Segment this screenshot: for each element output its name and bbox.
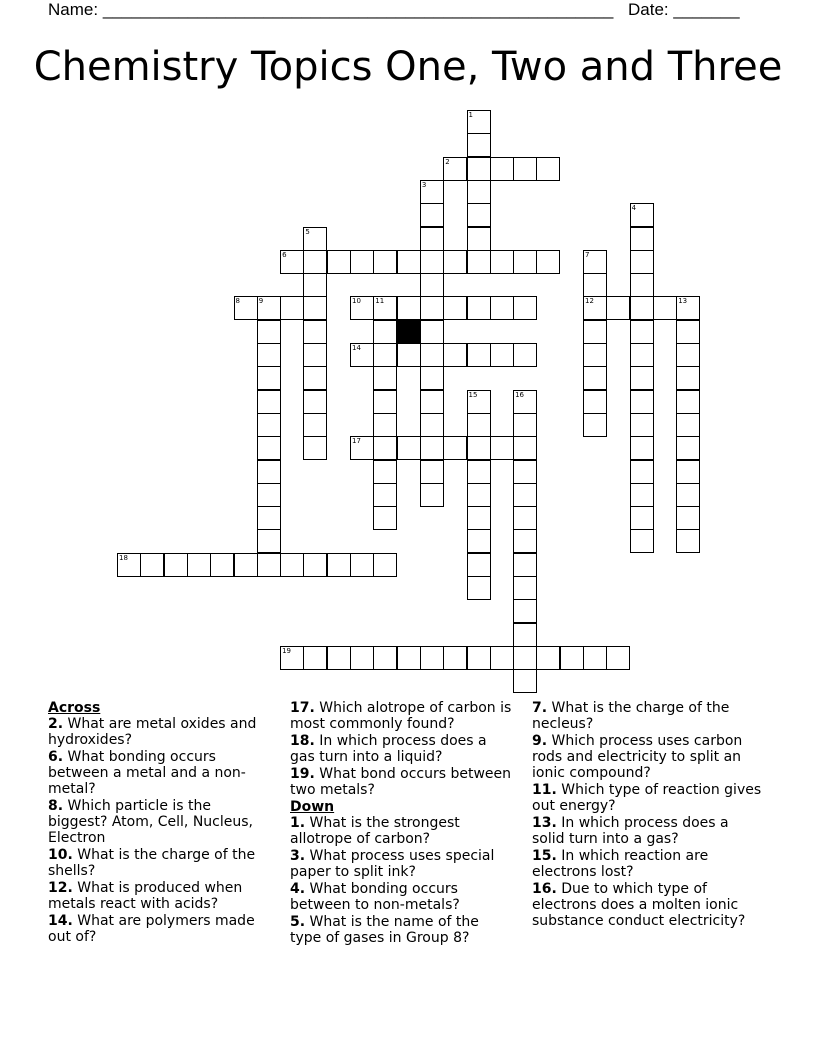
- cell-number: 17: [352, 437, 361, 446]
- crossword-cell[interactable]: [676, 366, 700, 390]
- clue-number: 2.: [48, 716, 64, 732]
- crossword-cell[interactable]: [327, 250, 351, 274]
- clue-text: What process uses special paper to split ink?: [290, 848, 495, 880]
- crossword-cell[interactable]: [257, 320, 281, 344]
- clue-item: [532, 782, 762, 814]
- crossword-cell[interactable]: [560, 646, 584, 670]
- crossword-cell[interactable]: [373, 320, 397, 344]
- crossword-cell[interactable]: [140, 553, 164, 577]
- crossword-cell[interactable]: [420, 413, 444, 437]
- clue-item: [290, 815, 512, 847]
- clue-text: What is produced when metals react with acids?: [48, 880, 243, 912]
- clue-text: Which process uses carbon rods and electricity to split an ionic compound?: [532, 733, 743, 781]
- crossword-cell[interactable]: [467, 529, 491, 553]
- crossword-cell[interactable]: [676, 296, 700, 320]
- crossword-cell[interactable]: [373, 296, 397, 320]
- crossword-cell[interactable]: [513, 506, 537, 530]
- crossword-cell[interactable]: [420, 436, 444, 460]
- crossword-cell[interactable]: [467, 343, 491, 367]
- cell-number: 2: [445, 157, 450, 166]
- crossword-cell[interactable]: [467, 227, 491, 251]
- clue-column-2: [290, 700, 512, 947]
- crossword-cell[interactable]: [164, 553, 188, 577]
- crossword-cell[interactable]: [443, 436, 467, 460]
- crossword-cell[interactable]: [653, 296, 677, 320]
- clue-item: [48, 749, 270, 797]
- crossword-cell[interactable]: [513, 413, 537, 437]
- crossword-cell[interactable]: [467, 110, 491, 134]
- crossword-cell[interactable]: [373, 250, 397, 274]
- crossword-cell[interactable]: [467, 413, 491, 437]
- crossword-cell[interactable]: [676, 320, 700, 344]
- crossword-cell[interactable]: [420, 296, 444, 320]
- crossword-cell[interactable]: [630, 296, 654, 320]
- crossword-cell[interactable]: [467, 296, 491, 320]
- crossword-cell[interactable]: [420, 203, 444, 227]
- clue-number: 10.: [48, 847, 73, 863]
- crossword-cell[interactable]: [513, 157, 537, 181]
- cell-number: 13: [678, 297, 688, 306]
- crossword-cell[interactable]: [420, 483, 444, 507]
- clue-text: What is the name of the type of gases in Group 8?: [290, 914, 479, 946]
- crossword-cell[interactable]: [676, 460, 700, 484]
- clue-number: 1.: [290, 815, 306, 831]
- crossword-cell[interactable]: [117, 553, 141, 577]
- crossword-cell[interactable]: [397, 250, 421, 274]
- crossword-cell[interactable]: [443, 343, 467, 367]
- crossword-black-cell: [397, 320, 421, 344]
- clue-text: Which particle is the biggest? Atom, Cell, Nucleus, Electron: [48, 798, 253, 846]
- crossword-cell[interactable]: [630, 320, 654, 344]
- crossword-cell[interactable]: [373, 460, 397, 484]
- clue-item: [290, 700, 512, 732]
- crossword-cell[interactable]: [257, 506, 281, 530]
- crossword-cell[interactable]: [513, 576, 537, 600]
- crossword-cell[interactable]: [490, 436, 514, 460]
- crossword-cell[interactable]: [630, 483, 654, 507]
- cell-number: 3: [421, 180, 427, 189]
- crossword-cell[interactable]: [536, 646, 560, 670]
- crossword-cell[interactable]: [373, 506, 397, 530]
- clue-number: 14.: [48, 913, 73, 929]
- crossword-cell[interactable]: [443, 296, 467, 320]
- crossword-cell[interactable]: [397, 296, 421, 320]
- crossword-cell[interactable]: [490, 646, 514, 670]
- crossword-cell[interactable]: [420, 320, 444, 344]
- crossword-cell[interactable]: [257, 390, 281, 414]
- clue-text: In which reaction are electrons lost?: [532, 848, 709, 880]
- crossword-cell[interactable]: [257, 483, 281, 507]
- crossword-cell[interactable]: [373, 390, 397, 414]
- crossword-cell[interactable]: [187, 553, 211, 577]
- crossword-cell[interactable]: [467, 133, 491, 157]
- clue-number: 11.: [532, 782, 557, 798]
- name-line: ______________________________________________________: [102, 0, 614, 19]
- crossword-cell[interactable]: [420, 343, 444, 367]
- crossword-cell[interactable]: [490, 157, 514, 181]
- crossword-cell[interactable]: [303, 320, 327, 344]
- crossword-cell[interactable]: [280, 553, 304, 577]
- clue-column-1: [48, 700, 270, 946]
- cell-number: 18: [119, 553, 128, 562]
- crossword-cell[interactable]: [583, 296, 607, 320]
- crossword-cell[interactable]: [583, 273, 607, 297]
- cell-number: 19: [282, 646, 292, 655]
- crossword-cell[interactable]: [373, 366, 397, 390]
- crossword-cell[interactable]: [467, 180, 491, 204]
- crossword-cell[interactable]: [630, 506, 654, 530]
- crossword-cell[interactable]: [257, 296, 281, 320]
- page-title: Chemistry Topics One, Two and Three: [33, 44, 783, 90]
- crossword-cell[interactable]: [350, 553, 374, 577]
- crossword-cell[interactable]: [397, 436, 421, 460]
- crossword-cell[interactable]: [490, 343, 514, 367]
- clue-text: What are polymers made out of?: [48, 913, 255, 945]
- crossword-cell[interactable]: [513, 529, 537, 553]
- crossword-cell[interactable]: [373, 646, 397, 670]
- crossword-cell[interactable]: [467, 553, 491, 577]
- cell-number: 12: [585, 297, 594, 306]
- cell-number: 7: [585, 250, 590, 259]
- crossword-cell[interactable]: [303, 436, 327, 460]
- crossword-cell[interactable]: [443, 250, 467, 274]
- crossword-cell[interactable]: [373, 343, 397, 367]
- crossword-cell[interactable]: [583, 343, 607, 367]
- clue-item: [532, 881, 762, 929]
- crossword-cell[interactable]: [303, 227, 327, 251]
- crossword-cell[interactable]: [257, 436, 281, 460]
- crossword-cell[interactable]: [583, 366, 607, 390]
- crossword-cell[interactable]: [373, 413, 397, 437]
- cell-number: 10: [352, 297, 361, 306]
- crossword-cell[interactable]: [467, 460, 491, 484]
- clue-text: What is the charge of the shells?: [48, 847, 256, 879]
- crossword-cell[interactable]: [513, 623, 537, 647]
- crossword-cell[interactable]: [676, 390, 700, 414]
- crossword-cell[interactable]: [280, 250, 304, 274]
- clue-item: [48, 880, 270, 912]
- crossword-cell[interactable]: [350, 646, 374, 670]
- crossword-cell[interactable]: [420, 180, 444, 204]
- crossword-cell[interactable]: [303, 390, 327, 414]
- crossword-cell[interactable]: [420, 273, 444, 297]
- crossword-cell[interactable]: [513, 460, 537, 484]
- clue-item: [290, 766, 512, 798]
- clue-item: [290, 881, 512, 913]
- crossword-cell[interactable]: [303, 250, 327, 274]
- crossword-cell[interactable]: [467, 157, 491, 181]
- crossword-cell[interactable]: [397, 343, 421, 367]
- crossword-cell[interactable]: [467, 436, 491, 460]
- crossword-cell[interactable]: [606, 646, 630, 670]
- crossword-cell[interactable]: [303, 296, 327, 320]
- clue-item: [532, 733, 762, 781]
- crossword-cell[interactable]: [257, 529, 281, 553]
- clue-text: What is the charge of the necleus?: [532, 700, 730, 732]
- crossword-cell[interactable]: [513, 599, 537, 623]
- clue-item: [48, 913, 270, 945]
- clue-item: [290, 733, 512, 765]
- crossword-cell[interactable]: [467, 203, 491, 227]
- crossword-cell[interactable]: [467, 250, 491, 274]
- crossword-cell[interactable]: [257, 343, 281, 367]
- clue-item: [48, 798, 270, 846]
- clue-column-3: [532, 700, 762, 930]
- crossword-cell[interactable]: [257, 366, 281, 390]
- crossword-cell[interactable]: [350, 250, 374, 274]
- crossword-cell[interactable]: [420, 460, 444, 484]
- crossword-cell[interactable]: [467, 646, 491, 670]
- clue-text: Which alotrope of carbon is most commonly found?: [290, 700, 512, 732]
- crossword-cell[interactable]: [303, 343, 327, 367]
- crossword-cell[interactable]: [513, 250, 537, 274]
- clue-text: What is the strongest allotrope of carbon?: [290, 815, 460, 847]
- crossword-cell[interactable]: [630, 343, 654, 367]
- crossword-cell[interactable]: [420, 250, 444, 274]
- crossword-cell[interactable]: [257, 460, 281, 484]
- crossword-cell[interactable]: [490, 250, 514, 274]
- clue-item: [532, 848, 762, 880]
- crossword-cell[interactable]: [467, 576, 491, 600]
- crossword-cell[interactable]: [303, 553, 327, 577]
- crossword-cell[interactable]: [420, 390, 444, 414]
- cell-number: 6: [282, 250, 287, 259]
- crossword-cell[interactable]: [420, 646, 444, 670]
- crossword-cell[interactable]: [490, 296, 514, 320]
- crossword-cell[interactable]: [676, 436, 700, 460]
- crossword-cell[interactable]: [536, 157, 560, 181]
- crossword-cell[interactable]: [467, 483, 491, 507]
- crossword-cell[interactable]: [280, 646, 304, 670]
- date-line: _______: [673, 0, 740, 19]
- crossword-cell[interactable]: [676, 483, 700, 507]
- crossword-cell[interactable]: [630, 529, 654, 553]
- clue-number: 18.: [290, 733, 315, 749]
- clue-item: [48, 716, 270, 748]
- crossword-cell[interactable]: [210, 553, 234, 577]
- clue-text: What bonding occurs between to non-metals?: [290, 881, 460, 913]
- crossword-cell[interactable]: [513, 436, 537, 460]
- clue-number: 13.: [532, 815, 557, 831]
- cell-number: 9: [258, 297, 264, 306]
- clue-text: What bonding occurs between a metal and a non-metal?: [48, 749, 246, 797]
- clue-number: 5.: [290, 914, 306, 930]
- clue-item: [532, 700, 762, 732]
- crossword-cell[interactable]: [350, 296, 374, 320]
- clue-number: 9.: [532, 733, 548, 749]
- crossword-cell[interactable]: [513, 343, 537, 367]
- clue-item: [290, 848, 512, 880]
- crossword-cell[interactable]: [350, 436, 374, 460]
- clue-number: 8.: [48, 798, 64, 814]
- clue-section-heading: Across: [48, 700, 101, 716]
- crossword-cell[interactable]: [443, 157, 467, 181]
- cell-number: 8: [235, 297, 240, 306]
- crossword-cell[interactable]: [630, 273, 654, 297]
- crossword-cell[interactable]: [257, 553, 281, 577]
- crossword-cell[interactable]: [420, 366, 444, 390]
- clue-item: [532, 815, 762, 847]
- clue-number: 12.: [48, 880, 73, 896]
- cell-number: 4: [631, 204, 637, 213]
- crossword-cell[interactable]: [467, 390, 491, 414]
- cell-number: 16: [515, 390, 525, 399]
- clue-number: 6.: [48, 749, 64, 765]
- name-label: Name:: [48, 0, 99, 19]
- crossword-cell[interactable]: [583, 413, 607, 437]
- crossword-cell[interactable]: [420, 227, 444, 251]
- crossword-cell[interactable]: [583, 390, 607, 414]
- crossword-cell[interactable]: [513, 483, 537, 507]
- clue-number: 19.: [290, 766, 315, 782]
- crossword-cell[interactable]: [630, 390, 654, 414]
- crossword-cell[interactable]: [303, 366, 327, 390]
- crossword-cell[interactable]: [630, 203, 654, 227]
- crossword-cell[interactable]: [536, 250, 560, 274]
- clue-number: 17.: [290, 700, 315, 716]
- crossword-cell[interactable]: [630, 413, 654, 437]
- crossword-cell[interactable]: [676, 413, 700, 437]
- clue-text: Due to which type of electrons does a molten ionic substance conduct electricity?: [532, 881, 746, 929]
- crossword-cell[interactable]: [676, 506, 700, 530]
- crossword-cell[interactable]: [303, 273, 327, 297]
- cell-number: 5: [305, 227, 310, 236]
- crossword-cell[interactable]: [303, 646, 327, 670]
- crossword-cell[interactable]: [630, 436, 654, 460]
- crossword-cell[interactable]: [630, 227, 654, 251]
- crossword-cell[interactable]: [373, 553, 397, 577]
- crossword-cell[interactable]: [583, 320, 607, 344]
- crossword-cell[interactable]: [443, 646, 467, 670]
- clue-section-heading: Down: [290, 799, 335, 815]
- crossword-cell[interactable]: [583, 646, 607, 670]
- crossword-cell[interactable]: [280, 296, 304, 320]
- crossword-cell[interactable]: [513, 553, 537, 577]
- clue-text: In which process does a gas turn into a liquid?: [290, 733, 487, 765]
- cell-number: 15: [468, 390, 478, 399]
- clue-item: [290, 914, 512, 946]
- crossword-cell[interactable]: [630, 460, 654, 484]
- date-label: Date:: [628, 0, 669, 19]
- crossword-cell[interactable]: [467, 506, 491, 530]
- clue-number: 15.: [532, 848, 557, 864]
- crossword-cell[interactable]: [676, 343, 700, 367]
- crossword-cell[interactable]: [513, 390, 537, 414]
- crossword-cell[interactable]: [606, 296, 630, 320]
- cell-number: 1: [468, 111, 473, 119]
- crossword-cell[interactable]: [513, 669, 537, 693]
- crossword-cell[interactable]: [373, 483, 397, 507]
- crossword-cell[interactable]: [373, 436, 397, 460]
- clue-item: [48, 847, 270, 879]
- crossword-cell[interactable]: [257, 413, 281, 437]
- clue-text: What bond occurs between two metals?: [290, 766, 512, 798]
- crossword-cell[interactable]: [327, 646, 351, 670]
- cell-number: 14: [352, 344, 361, 352]
- crossword-cell[interactable]: [583, 250, 607, 274]
- clue-text: In which process does a solid turn into a gas?: [532, 815, 729, 847]
- crossword-cell[interactable]: [350, 343, 374, 367]
- clue-text: Which type of reaction gives out energy?: [532, 782, 762, 814]
- crossword-cell[interactable]: [234, 296, 258, 320]
- crossword-cell[interactable]: [630, 250, 654, 274]
- clue-number: 16.: [532, 881, 557, 897]
- crossword-cell[interactable]: [397, 646, 421, 670]
- clue-number: 3.: [290, 848, 306, 864]
- crossword-cell[interactable]: [234, 553, 258, 577]
- clue-number: 7.: [532, 700, 548, 716]
- crossword-cell[interactable]: [513, 646, 537, 670]
- crossword-cell[interactable]: [303, 413, 327, 437]
- clue-text: What are metal oxides and hydroxides?: [48, 716, 257, 748]
- crossword-cell[interactable]: [676, 529, 700, 553]
- crossword-cell[interactable]: [513, 296, 537, 320]
- crossword-cell[interactable]: [630, 366, 654, 390]
- crossword-cell[interactable]: [327, 553, 351, 577]
- clue-number: 4.: [290, 881, 306, 897]
- cell-number: 11: [375, 297, 385, 306]
